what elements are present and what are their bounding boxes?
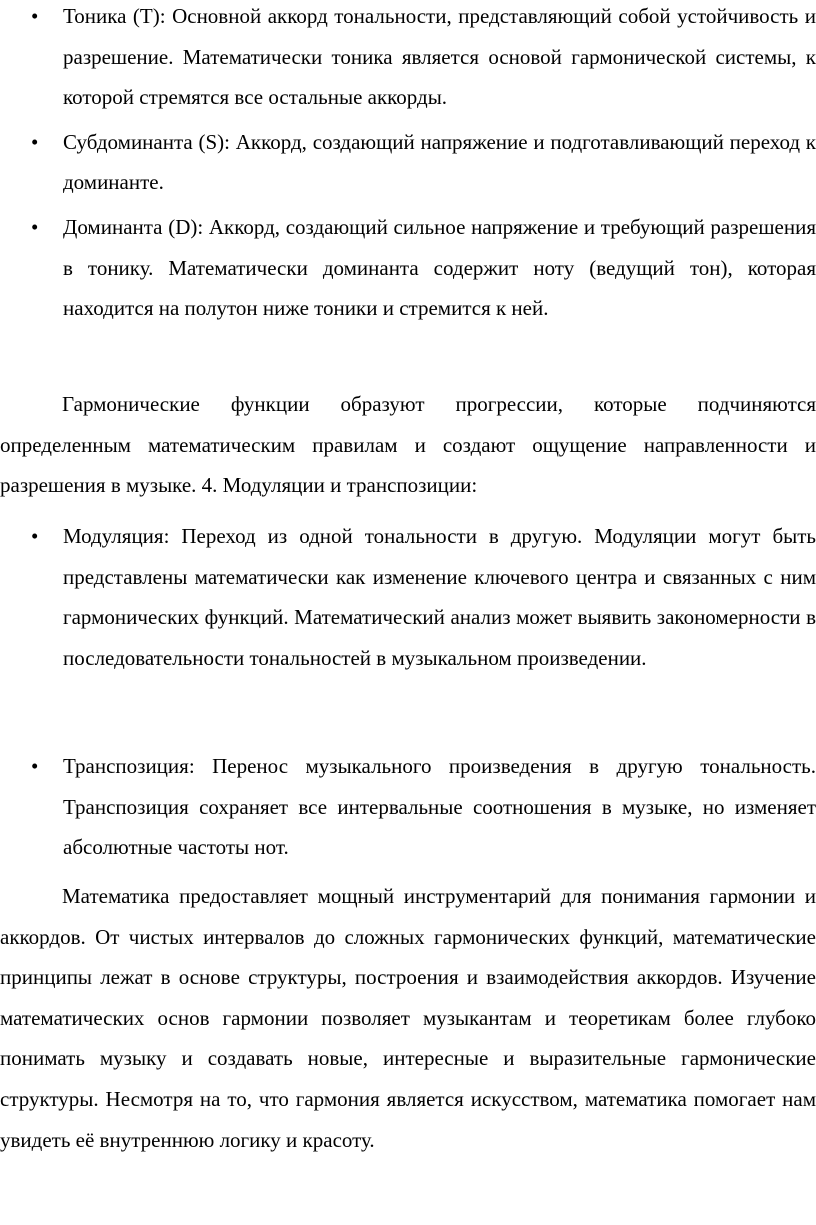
harmonic-functions-list [0, 0, 816, 329]
paragraph-progressions: Гармонические функции образуют прогрессии, которые подчиняются определенным математическим правилам и создают ощущение направленности и разрешения в музыке. 4. Модуляции и транспозиции: [0, 392, 816, 498]
list-item-transposition [0, 746, 816, 868]
list-item-text: Модуляция: Переход из одной тональности в другую. Модуляции могут быть представлены математически как изменение ключевого центра и связанных с ним гармонических функций. Математический анализ может выявить закономерности в последовательности тональностей в музыкальном произведении. [63, 524, 816, 670]
list-item-dominant [0, 207, 816, 329]
bullet-icon: • [31, 754, 39, 778]
list-item-text: Тоника (T): Основной аккорд тональности, представляющий собой устойчивость и разрешение. Математически тоника является основой гармонической системы, к которой стремятся все остальные аккорды. [63, 4, 816, 110]
list-item-text: Субдоминанта (S): Аккорд, создающий напряжение и подготавливающий переход к доминанте. [63, 129, 816, 195]
list-item-text: Транспозиция: Перенос музыкального произведения в другую тональность. Транспозиция сохраняет все интервальные соотношения в музыке, но изменяет абсолютные частоты нот. [63, 754, 816, 860]
list-item-tonic [0, 0, 816, 118]
bullet-icon: • [31, 524, 39, 548]
bullet-icon: • [31, 129, 39, 154]
modulation-list [0, 516, 816, 678]
list-item-text: Доминанта (D): Аккорд, создающий сильное напряжение и требующий разрешения в тонику. Математически доминанта содержит ноту (ведущий тон), которая находится на полутон ниже тоники и стремится к ней. [63, 214, 816, 321]
list-item-subdominant [0, 122, 816, 203]
transposition-list [0, 746, 816, 868]
list-item-modulation [0, 516, 816, 678]
bullet-icon: • [31, 4, 39, 28]
paragraph-conclusion: Математика предоставляет мощный инструментарий для понимания гармонии и аккордов. От чистых интервалов до сложных гармонических функций, математические принципы лежат в основе структуры, построения и взаимодействия аккордов. Изучение математических основ гармонии позволяет музыкантам и теоретикам более глубоко понимать музыку и создавать новые, интересные и выразительные гармонические структуры. Несмотря на то, что гармония является искусством, математика помогает нам увидеть её внутреннюю логику и красоту. [0, 884, 816, 1152]
bullet-icon: • [31, 214, 39, 239]
